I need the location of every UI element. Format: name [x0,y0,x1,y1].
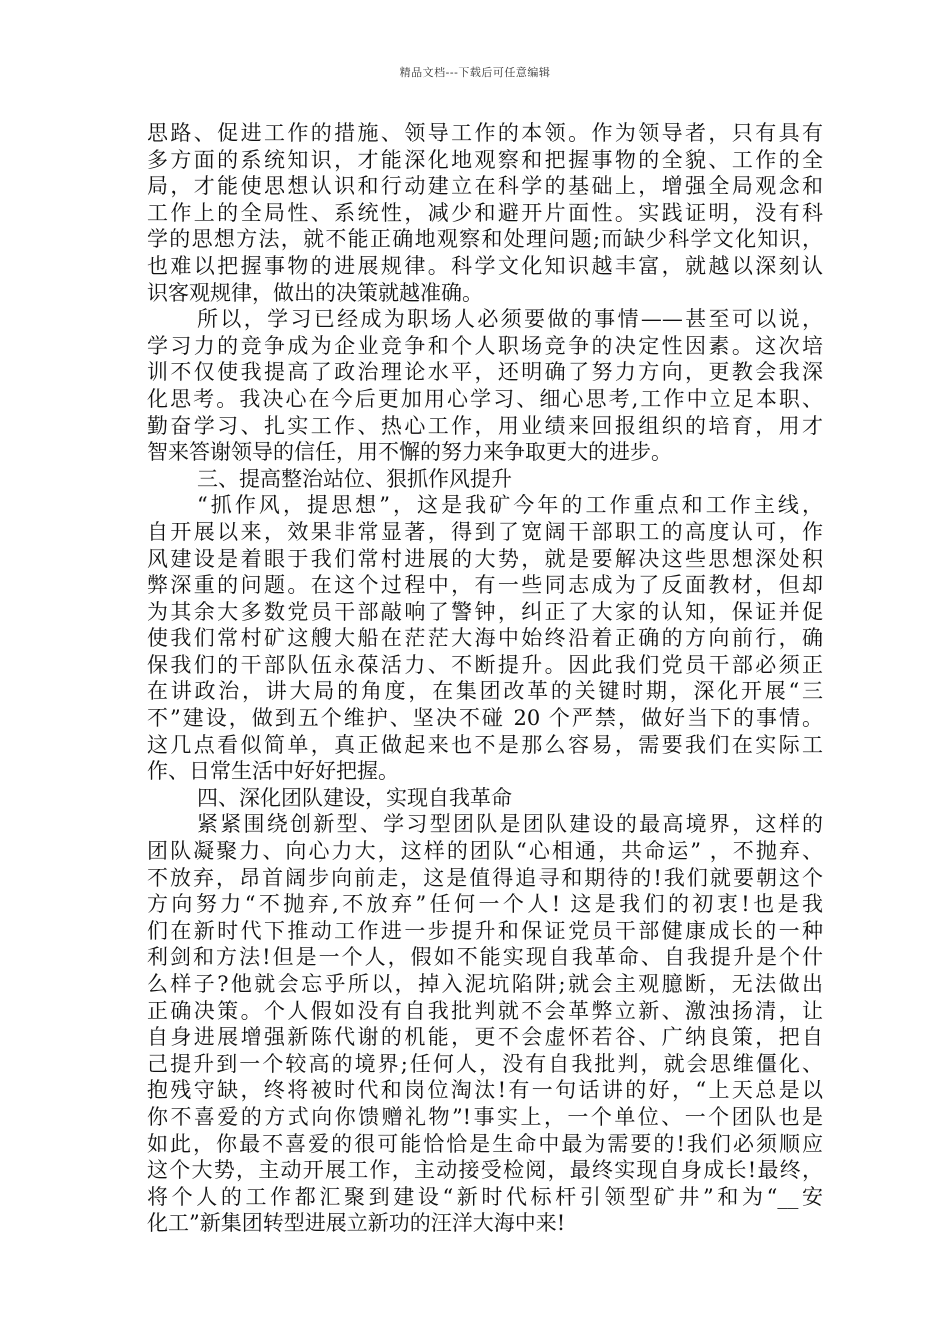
text-line: 你不喜爱的方式向你馈赠礼物”!事实上，一个单位、一个团队也是 [147,1104,823,1129]
text-line: 保我们的干部队伍永葆活力、不断提升。因此我们党员干部必须正 [147,652,823,677]
text-line: 智来答谢领导的信任，用不懈的努力来争取更大的进步。 [147,440,672,465]
text-line: “抓作风，提思想”，这是我矿今年的工作重点和工作主线， [197,493,823,518]
text-line: 局，才能使思想认识和行动建立在科学的基础上，增强全局观念和 [147,174,823,199]
text-line: 将个人的工作都汇聚到建设“新时代标杆引领型矿井”和为“__安 [147,1184,823,1209]
paragraph [147,811,823,1237]
text-line: 自身进展增强新陈代谢的机能，更不会虚怀若谷、广纳良策，把自 [147,1025,823,1050]
text-line: 抱残守缺，终将被时代和岗位淘汰!有一句话讲的好，“上天总是以 [147,1078,823,1103]
paragraph [147,306,823,466]
text-line: 识客观规律，做出的决策就越准确。 [147,280,483,305]
text-line: 训不仅使我提高了政治理论水平，还明确了努力方向，更教会我深 [147,360,823,385]
section-heading [147,785,823,812]
text-line: 不放弃，昂首阔步向前走，这是值得追寻和期待的!我们就要朝这个 [147,865,823,890]
text-line: 们在新时代下推动工作进一步提升和保证党员干部健康成长的一种 [147,918,823,943]
document-body [147,120,823,1237]
text-line: 思路、促进工作的措施、领导工作的本领。作为领导者，只有具有 [147,121,823,145]
text-line: 化工”新集团转型进展立新功的汪洋大海中来! [147,1211,566,1236]
text-line: 学的思想方法，就不能正确地观察和处理问题;而缺少科学文化知识， [147,227,823,252]
text-line: 如此，你最不喜爱的很可能恰恰是生命中最为需要的!我们必须顺应 [147,1131,823,1156]
heading-text: 三、提高整治站位、狠抓作风提升 [197,466,512,491]
text-line: 紧紧围绕创新型、学习型团队是团队建设的最高境界，这样的 [197,812,823,837]
text-line: 么样子?他就会忘乎所以，掉入泥坑陷阱;就会主观臆断，无法做出 [147,972,823,996]
text-line: 化思考。我决心在今后更加用心学习、细心思考,工作中立足本职、 [147,386,823,411]
text-line: 这个大势，主动开展工作，主动接受检阅，最终实现自身成长!最终， [147,1158,823,1183]
text-line: 勤奋学习、扎实工作、热心工作，用业绩来回报组织的培育，用才 [147,413,823,438]
text-line: 团队凝聚力、向心力大，这样的团队“心相通，共命运” ，不抛弃、 [147,839,823,864]
text-line: 这几点看似简单，真正做起来也不是那么容易，需要我们在实际工 [147,732,823,757]
page-header: 精品文档---下载后可任意编辑 [399,66,551,79]
text-line: 不”建设，做到五个维护、坚决不碰 20 个严禁，做好当下的事情。 [147,706,823,731]
text-line: 作、日常生活中好好把握。 [147,759,399,784]
text-line: 自开展以来，效果非常显著，得到了宽阔干部职工的高度认可，作 [147,519,823,544]
text-line: 学习力的竞争成为企业竞争和个人职场竞争的决定性因素。这次培 [147,333,823,358]
text-line: 弊深重的问题。在这个过程中，有一些同志成为了反面教材，但却 [147,573,823,598]
text-line: 利剑和方法!但是一个人，假如不能实现自我革命、自我提升是个什 [147,945,823,970]
text-line: 多方面的系统知识，才能深化地观察和把握事物的全貌、工作的全 [147,147,823,172]
heading-text: 四、深化团队建设，实现自我革命 [197,785,512,810]
text-line: 正确决策。个人假如没有自我批判就不会革弊立新、激浊扬清，让 [147,998,823,1023]
paragraph [147,492,823,785]
text-line: 使我们常村矿这艘大船在茫茫大海中始终沿着正确的方向前行，确 [147,626,823,651]
text-line: 所以，学习已经成为职场人必须要做的事情——甚至可以说， [197,307,823,332]
text-line: 己提升到一个较高的境界;任何人，没有自我批判，就会思维僵化、 [147,1051,823,1076]
text-line: 方向努力“不抛弃,不放弃”任何一个人! 这是我们的初衷!也是我 [147,892,823,917]
paragraph [147,120,823,306]
text-line: 在讲政治，讲大局的角度，在集团改革的关键时期，深化开展“三 [147,679,823,704]
text-line: 工作上的全局性、系统性，减少和避开片面性。实践证明，没有科 [147,200,823,225]
text-line: 也难以把握事物的进展规律。科学文化知识越丰富，就越以深刻认 [147,253,823,278]
text-line: 为其余大多数党员干部敲响了警钟，纠正了大家的认知，保证并促 [147,599,823,624]
text-line: 风建设是着眼于我们常村进展的大势，就是要解决这些思想深处积 [147,546,823,571]
section-heading [147,466,823,493]
